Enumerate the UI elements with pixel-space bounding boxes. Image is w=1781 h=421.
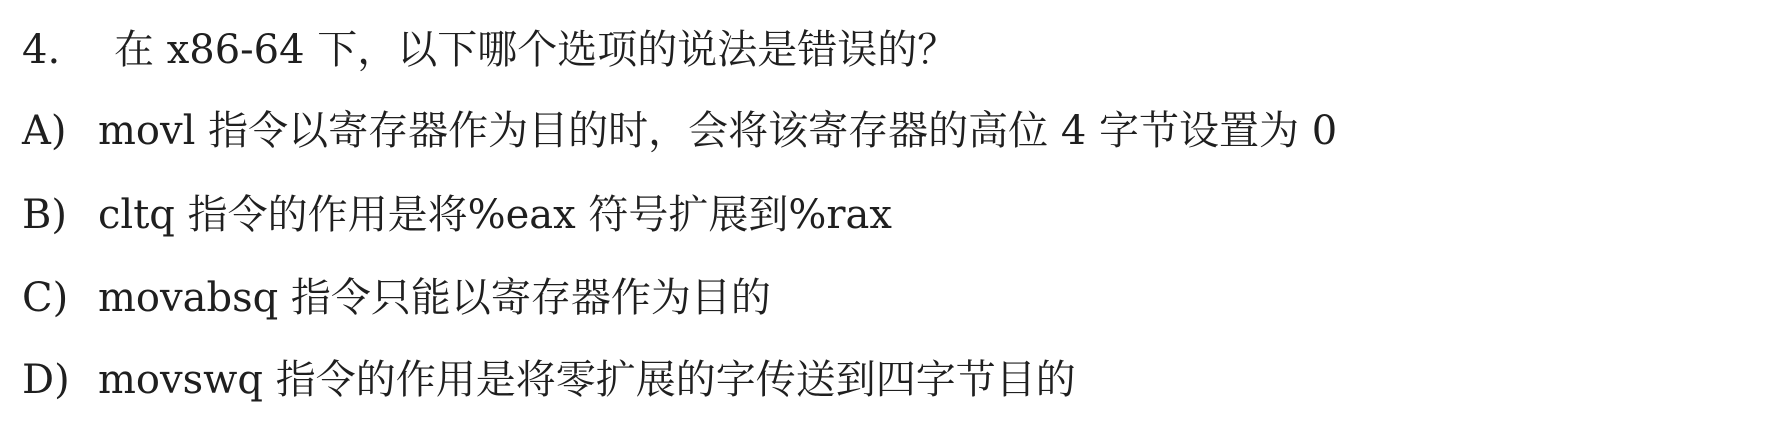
option-d-text: movswq 指令的作用是将零扩展的字传送到四字节目的 (98, 357, 1076, 403)
option-b-text: cltq 指令的作用是将%eax 符号扩展到%rax (98, 192, 892, 238)
question-number: 4. (22, 27, 61, 73)
option-c-text: movabsq 指令只能以寄存器作为目的 (98, 275, 771, 321)
option-a (22, 101, 1337, 161)
option-c-label: C) (22, 275, 69, 321)
option-b-label: B) (22, 192, 67, 238)
option-c (22, 268, 771, 328)
option-d-label: D) (22, 357, 70, 403)
question-block (22, 0, 1762, 421)
option-a-text: movl 指令以寄存器作为目的时，会将该寄存器的高位 4 字节设置为 0 (98, 108, 1338, 154)
option-d (22, 350, 1076, 410)
question-stem (22, 20, 957, 80)
option-b (22, 185, 892, 245)
option-a-label: A) (22, 108, 67, 154)
question-text: 在 x86-64 下，以下哪个选项的说法是错误的？ (114, 27, 958, 73)
